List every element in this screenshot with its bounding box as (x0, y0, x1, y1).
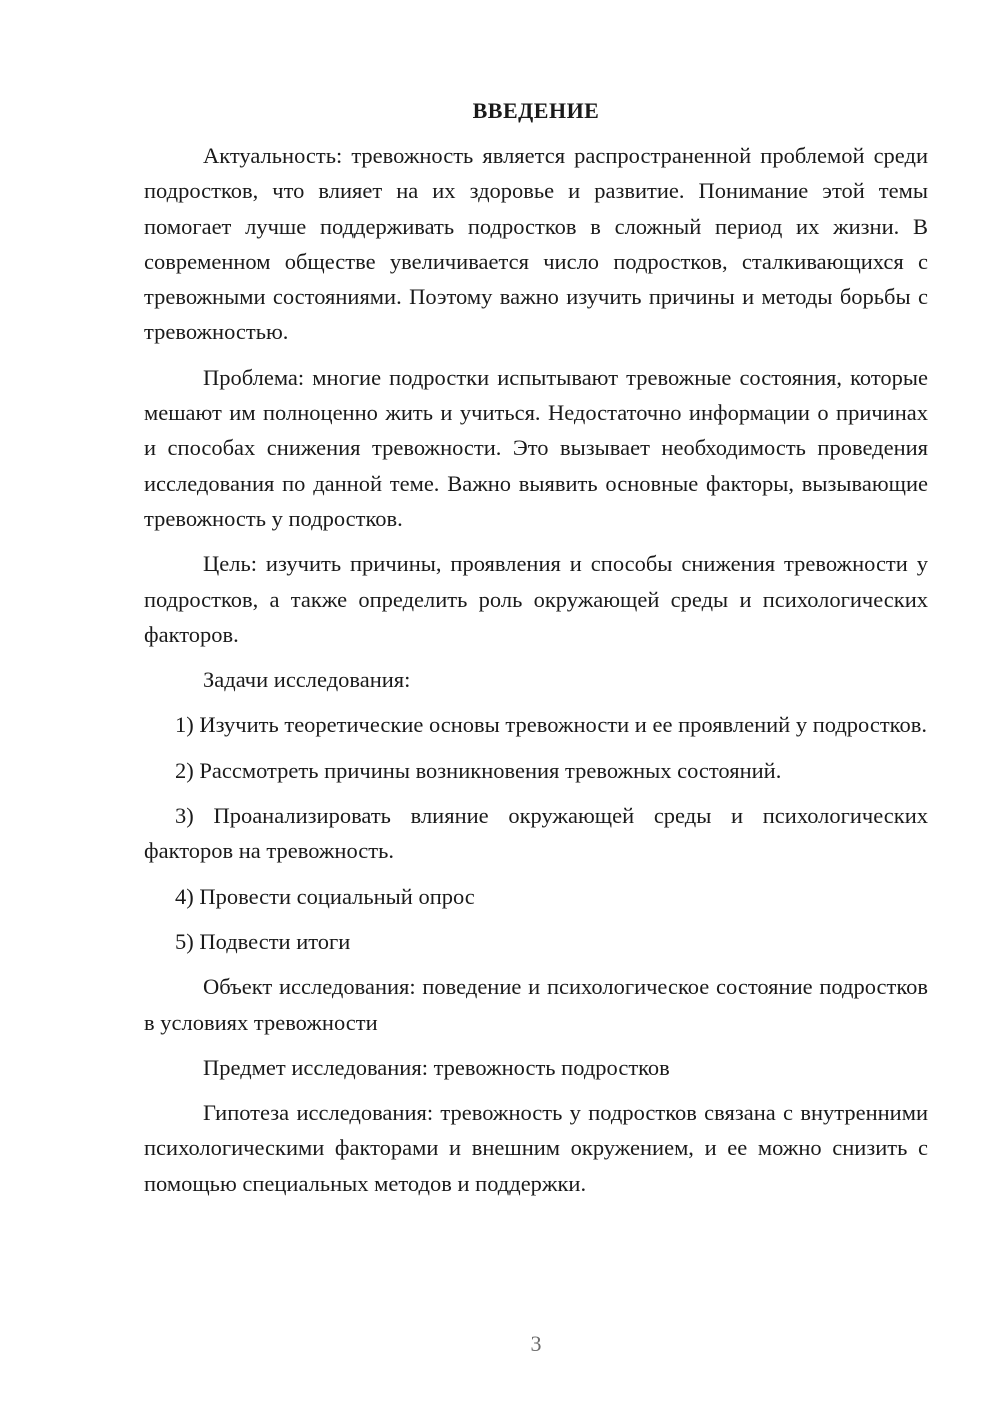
subject-paragraph: Предмет исследования: тревожность подростков (203, 1054, 670, 1080)
page-content (144, 96, 928, 1211)
tasks-heading: Задачи исследования: (203, 667, 411, 693)
problem-paragraph: Проблема: многие подростки испытывают тревожные состояния, которые мешают им полноценно жить и учиться. Недостаточно информации о причинах и способах снижения тревожности. Это вызывает необходимость проведения исследования по данной теме. Важно выявить основные факторы, вызывающие тревожность у подростков. (144, 364, 928, 531)
task-item-5: 5) Подвести итоги (175, 928, 351, 954)
task-item-3: 3) Проанализировать влияние окружающей среды и психологических факторов на тревожность. (144, 803, 928, 864)
page-title: ВВЕДЕНИЕ (472, 98, 600, 123)
hypothesis-paragraph: Гипотеза исследования: тревожность у подростков связана с внутренними психологическими факторами и внешним окружением, и ее можно снизить с помощью специальных методов и поддержки. (144, 1100, 928, 1196)
task-item-2: 2) Рассмотреть причины возникновения тревожных состояний. (175, 757, 782, 783)
page-number: 3 (530, 1331, 542, 1356)
relevance-paragraph: Актуальность: тревожность является распространенной проблемой среди подростков, что влияет на их здоровье и развитие. Понимание этой темы помогает лучше поддерживать подростков в сложный период их жизни. В современном обществе увеличивается число подростков, сталкивающихся с тревожными состояниями. Поэтому важно изучить причины и методы борьбы с тревожностью. (144, 143, 928, 345)
task-item-1: 1) Изучить теоретические основы тревожности и ее проявлений у подростков. (175, 712, 927, 738)
task-item-4: 4) Провести социальный опрос (175, 883, 475, 909)
object-paragraph: Объект исследования: поведение и психологическое состояние подростков в условиях тревожности (144, 974, 928, 1035)
goal-paragraph: Цель: изучить причины, проявления и способы снижения тревожности у подростков, а также определить роль окружающей среды и психологических факторов. (144, 551, 928, 647)
